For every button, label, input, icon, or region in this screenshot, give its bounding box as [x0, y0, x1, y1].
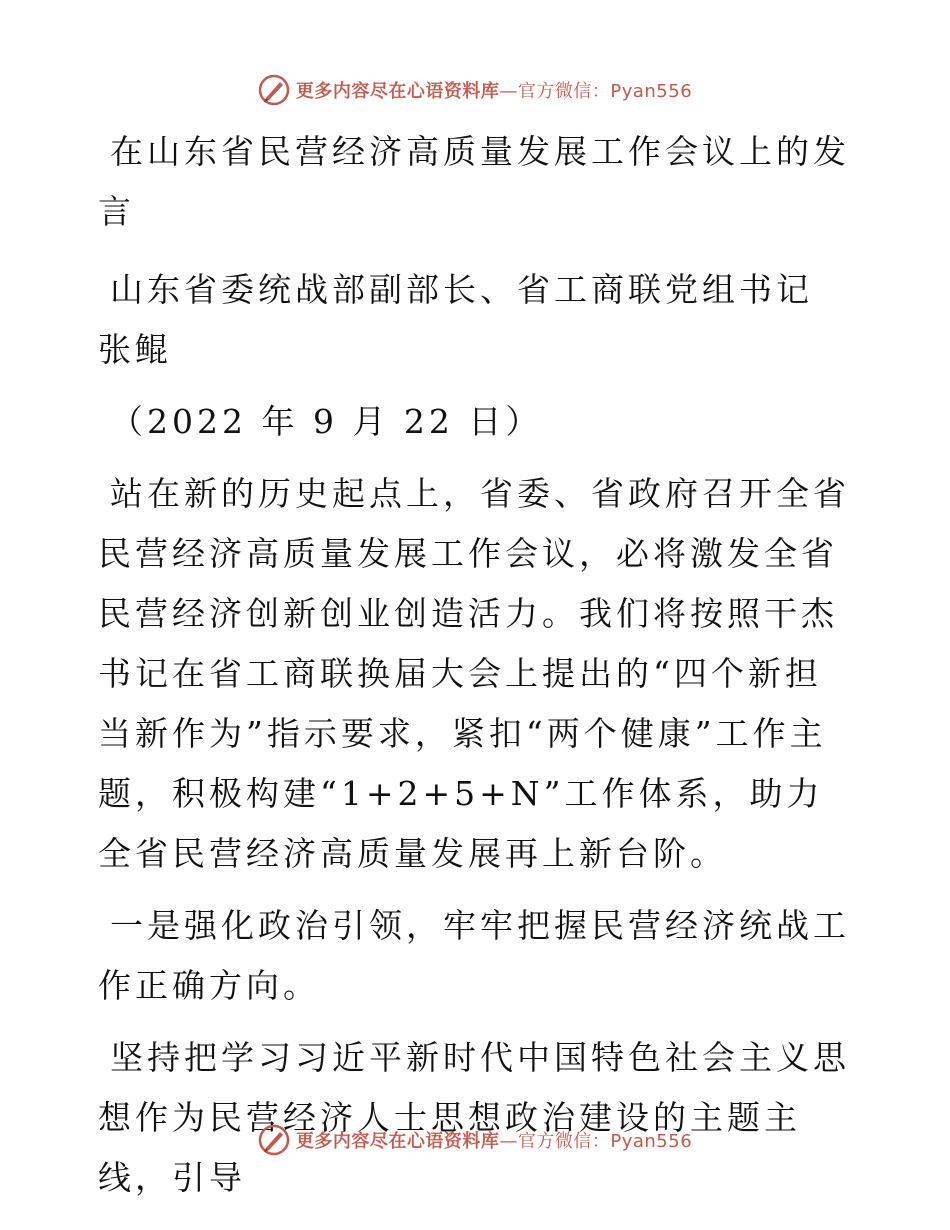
paragraph-1: 站在新的历史起点上，省委、省政府召开全省民营经济高质量发展工作会议，必将激发全省民营经济创新创业创造活力。我们将按照干杰书记在省工商联换届大会上提出的“四个新担当新作为”指示要求，紧扣“两个健康”工作主题，积极构建“1+2+5+N”工作体系，助力全省民营经济高质量发展再上新台阶。 [98, 474, 850, 873]
watermark-text [296, 1127, 692, 1153]
paragraph-3: 坚持把学习习近平新时代中国特色社会主义思想作为民营经济人士思想政治建设的主题主线，引导 [98, 1038, 850, 1197]
document-author: 山东省委统战部副部长、省工商联党组书记 张鲲 [98, 270, 850, 369]
watermark-footer [0, 1120, 950, 1160]
quill-pen-logo-icon [258, 74, 290, 106]
watermark-contact: 官方微信：Pyan556 [517, 81, 693, 102]
quill-pen-logo-icon [258, 1124, 290, 1156]
watermark-contact: 官方微信：Pyan556 [517, 1131, 693, 1152]
watermark-dash: — [499, 81, 518, 102]
document-date: （2022 年 9 月 22 日） [110, 402, 543, 441]
watermark-text [296, 77, 692, 103]
document-title: 在山东省民营经济高质量发展工作会议上的发言 [98, 132, 850, 231]
watermark-brand: 更多内容尽在心语资料库 [295, 1131, 500, 1152]
paragraph-2: 一是强化政治引领，牢牢把握民营经济统战工作正确方向。 [98, 906, 850, 1005]
watermark-header [0, 70, 950, 110]
watermark-brand: 更多内容尽在心语资料库 [295, 81, 500, 102]
document-body [98, 122, 850, 1220]
watermark-dash: — [499, 1131, 518, 1152]
